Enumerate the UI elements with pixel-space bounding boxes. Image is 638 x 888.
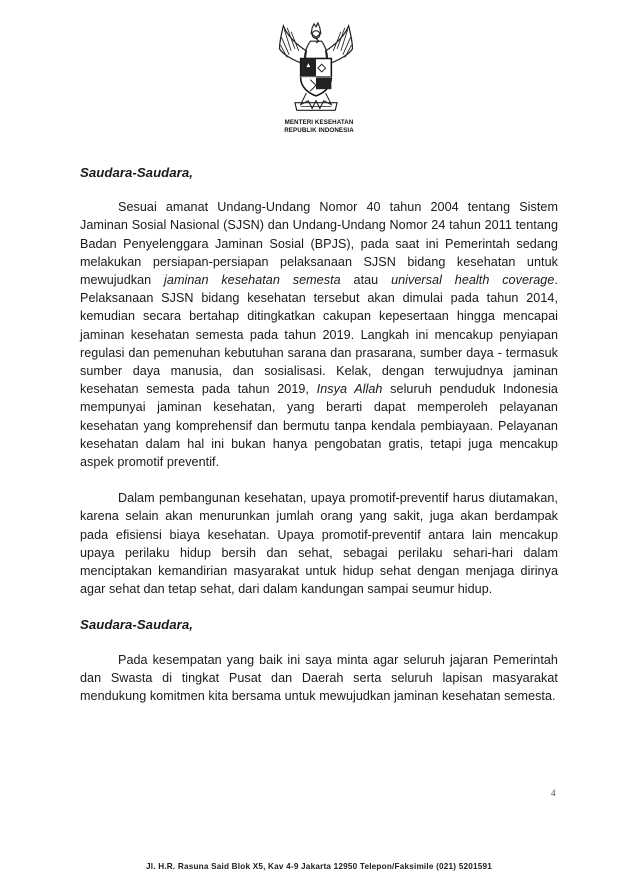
garuda-emblem-icon bbox=[268, 20, 364, 120]
paragraph-1-text-a: Sesuai amanat Undang-Undang Nomor 40 tahun 2004 tentang Sistem Jaminan Sosial Nasional (SJSN) dan Undang-Undang Nomor 24 tahun 2011 tentang Badan Penyelenggara Jaminan Sosial (BPJS), pada saat ini Pemerintah sedang melakukan persiapan-persiapan pelaksanaan SJSN bidang kesehatan untuk mewujudkan bbox=[80, 200, 558, 288]
paragraph-1-text-d: seluruh penduduk Indonesia mempunyai jaminan kesehatan, yang berarti dapat memperoleh pelayanan kesehatan yang komprehensif dan bermutu tanpa kendala pembiayaan. Pelayanan kesehatan dalam hal ini bukan hanya pengobatan gratis, tetapi juga mencakup aspek promotif preventif. bbox=[80, 382, 558, 470]
salutation-1: Saudara-Saudara, bbox=[80, 165, 193, 180]
paragraph-1-italic-a: jaminan kesehatan semesta bbox=[164, 273, 341, 288]
paragraph-1 bbox=[80, 198, 558, 471]
paragraph-1-text-c: . Pelaksanaan SJSN bidang kesehatan tersebut akan dimulai pada tahun 2014, kemudian secara bertahap ditingkatkan cakupan kepesertaan hingga mencapai jaminan kesehatan semesta pada tahun 2019. Langkah ini mencakup penyiapan regulasi dan pemenuhan kebutuhan sarana dan prasarana, sumber daya - termasuk sumber daya manusia, dan sosialisasi. Kelak, dengan terwujudnya jaminan kesehatan semesta pada tahun 2019, bbox=[80, 273, 558, 397]
office-country: REPUBLIK INDONESIA bbox=[284, 127, 354, 134]
paragraph-1-italic-c: Insya Allah bbox=[316, 382, 383, 397]
salutation-2: Saudara-Saudara, bbox=[80, 617, 193, 633]
page-number: 4 bbox=[551, 788, 556, 798]
paragraph-3: Pada kesempatan yang baik ini saya minta agar seluruh jajaran Pemerintah dan Swasta di tingkat Pusat dan Daerah serta seluruh lapisan masyarakat mendukung komitmen kita bersama untuk mewujudkan jaminan kesehatan semesta. bbox=[80, 652, 558, 704]
paragraph-1-text-b: atau bbox=[340, 273, 392, 288]
footer-address: Jl. H.R. Rasuna Said Blok X5, Kav 4-9 Jakarta 12950 Telepon/Faksimile (021) 5201591 bbox=[146, 862, 492, 871]
paragraph-1-italic-b: universal health coverage bbox=[391, 273, 555, 288]
office-title: MENTERI KESEHATAN bbox=[284, 119, 354, 126]
letter-body bbox=[80, 164, 558, 705]
paragraph-2: Dalam pembangunan kesehatan, upaya promotif-preventif harus diutamakan, karena selain akan menurunkan jumlah orang yang sakit, juga akan berdampak pada efisiensi biaya kesehatan. Upaya promotif-preventif antara lain mencakup upaya perilaku hidup bersih dan sehat, sebagai perilaku sehari-hari dalam menciptakan kemandirian masyarakat untuk hidup sehat dengan menjaga dirinya agar sehat dan tetap sehat, dari dalam kandungan sampai seumur hidup. bbox=[80, 491, 558, 597]
